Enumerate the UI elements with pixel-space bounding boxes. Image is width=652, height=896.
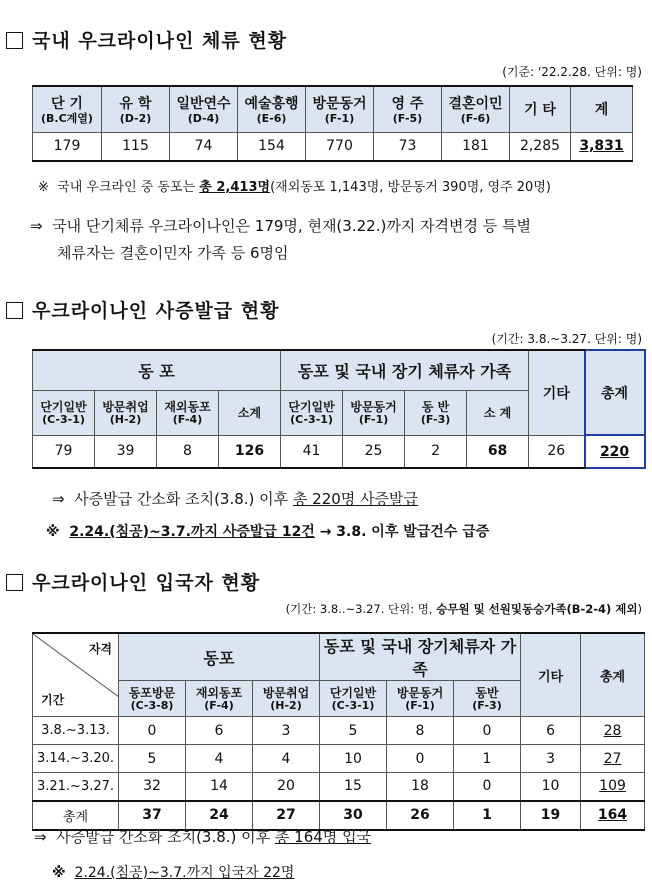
visa-subtotal-cell: 126	[219, 435, 281, 468]
residence-header: 결혼이민 (F-6)	[442, 86, 510, 132]
visa-sub-header: 단기일반 (C-3-1)	[33, 390, 95, 435]
section3-title-text: 우크라이나인 입국자 현황	[32, 572, 261, 594]
section1-note: ※ 국내 우크라인 중 동포는 총 2,413명(재외동포 1,143명, 방문동거 390명, 영주 20명)	[38, 180, 551, 195]
visa-sub-header: 방문취업 (H-2)	[95, 390, 157, 435]
entry-cell: 10	[320, 745, 387, 773]
visa-total-header: 총계	[585, 350, 645, 435]
section2-note: ※ 2.24.(침공)~3.7.까지 사증발급 12건 → 3.8. 이후 발급건수 급증	[46, 524, 490, 540]
checkbox-icon	[6, 32, 23, 49]
section3-meta: (기간: 3.8..~3.27. 단위: 명, 승무원 및 선원및동승가족(B-2-4) 제외)	[285, 602, 642, 616]
section3-title	[6, 568, 260, 595]
table-row	[33, 717, 645, 745]
entry-total-cell: 109	[581, 773, 645, 801]
entry-etc-header: 기타	[521, 633, 581, 717]
entry-cell: 0	[454, 717, 521, 745]
section1-meta: (기준: '22.2.28. 단위: 명)	[502, 65, 642, 79]
entry-group-row	[33, 633, 645, 681]
visa-cell: 2	[405, 435, 467, 468]
entry-corner-top: 자격	[88, 642, 112, 656]
entry-cell: 0	[119, 717, 186, 745]
section2-title-text: 우크라이나인 사증발급 현황	[32, 300, 280, 322]
visa-cell: 41	[281, 435, 343, 468]
entry-cell: 26	[387, 801, 454, 830]
entry-cell: 8	[387, 717, 454, 745]
section1-arrow-line2: 체류자는 결혼이민자 가족 등 6명임	[57, 244, 289, 262]
entry-corner-bottom: 기간	[41, 693, 65, 707]
section1-title	[6, 26, 287, 53]
residence-cell: 181	[442, 132, 510, 161]
entry-cell: 10	[521, 773, 581, 801]
residence-header: 기 타	[510, 86, 571, 132]
entry-cell: 0	[454, 773, 521, 801]
section1-arrow-line1: ⇒ 국내 단기체류 우크라이나인은 179명, 현재(3.22.)까지 자격변경 등 특별	[30, 217, 532, 235]
visa-cell: 8	[157, 435, 219, 468]
entry-total-header: 총계	[581, 633, 645, 717]
checkbox-icon	[6, 302, 23, 319]
section1-title-text: 국내 우크라이나인 체류 현황	[32, 30, 288, 52]
visa-cell: 26	[529, 435, 585, 468]
entry-total-cell: 164	[581, 801, 645, 830]
visa-cell: 79	[33, 435, 95, 468]
entry-cell: 32	[119, 773, 186, 801]
entry-period-cell: 3.8.~3.13.	[33, 717, 119, 745]
residence-value-row	[33, 132, 633, 161]
entry-group-compatriot: 동포	[119, 633, 320, 681]
residence-cell: 115	[102, 132, 170, 161]
residence-cell: 179	[33, 132, 102, 161]
entry-total-cell: 28	[581, 717, 645, 745]
residence-cell: 770	[306, 132, 374, 161]
entry-cell: 6	[186, 717, 253, 745]
entry-cell: 1	[454, 745, 521, 773]
residence-cell: 2,285	[510, 132, 571, 161]
entry-cell: 3	[521, 745, 581, 773]
entry-period-cell: 3.21.~3.27.	[33, 773, 119, 801]
entry-cell: 0	[387, 745, 454, 773]
visa-sub-header: 단기일반 (C-3-1)	[281, 390, 343, 435]
entry-cell: 18	[387, 773, 454, 801]
entry-sub-header: 동포방문 (C-3-8)	[119, 681, 186, 717]
visa-total-cell: 220	[585, 435, 645, 468]
entry-cell: 19	[521, 801, 581, 830]
entry-cell: 24	[186, 801, 253, 830]
entry-sub-header: 동반 (F-3)	[454, 681, 521, 717]
entry-corner-header	[33, 633, 119, 717]
residence-cell: 154	[238, 132, 306, 161]
entry-cell: 15	[320, 773, 387, 801]
section2-title	[6, 296, 279, 323]
entry-sub-header: 재외동포 (F-4)	[186, 681, 253, 717]
entry-table	[32, 632, 645, 831]
residence-header: 계	[571, 86, 633, 132]
visa-group-family: 동포 및 국내 장기 체류자 가족	[281, 350, 529, 390]
residence-header: 방문동거 (F-1)	[306, 86, 374, 132]
entry-cell: 14	[186, 773, 253, 801]
visa-etc-header: 기타	[529, 350, 585, 435]
visa-sub-header: 소 계	[467, 390, 529, 435]
entry-sub-header: 단기일반 (C-3-1)	[320, 681, 387, 717]
visa-sub-header: 소계	[219, 390, 281, 435]
visa-cell: 25	[343, 435, 405, 468]
residence-total-cell: 3,831	[571, 132, 633, 161]
visa-cell: 39	[95, 435, 157, 468]
residence-header: 영 주 (F-5)	[374, 86, 442, 132]
visa-sub-header: 방문동거 (F-1)	[343, 390, 405, 435]
section3-note: ※ 2.24.(침공)~3.7.까지 입국자 22명	[52, 865, 295, 881]
table-row	[33, 773, 645, 801]
entry-cell: 3	[253, 717, 320, 745]
residence-cell: 73	[374, 132, 442, 161]
residence-header-row	[33, 86, 633, 132]
residence-table	[32, 85, 633, 162]
visa-group-row	[33, 350, 645, 390]
visa-value-row	[33, 435, 645, 468]
visa-table	[32, 349, 646, 469]
residence-header: 단 기 (B.C계열)	[33, 86, 102, 132]
entry-cell: 4	[186, 745, 253, 773]
checkbox-icon	[6, 574, 23, 591]
entry-period-cell: 3.14.~3.20.	[33, 745, 119, 773]
section2-arrow-line: ⇒ 사증발급 간소화 조치(3.8.) 이후 총 220명 사증발급	[52, 490, 419, 508]
visa-group-compatriot: 동 포	[33, 350, 281, 390]
entry-cell: 5	[119, 745, 186, 773]
visa-sub-header: 동 반 (F-3)	[405, 390, 467, 435]
residence-header: 예술흥행 (E-6)	[238, 86, 306, 132]
entry-cell: 37	[119, 801, 186, 830]
section2-meta: (기간: 3.8.~3.27. 단위: 명)	[491, 332, 642, 346]
entry-period-cell: 총계	[33, 801, 119, 830]
entry-sub-header: 방문동거 (F-1)	[387, 681, 454, 717]
entry-sub-header: 방문취업 (H-2)	[253, 681, 320, 717]
entry-cell: 6	[521, 717, 581, 745]
entry-cell: 27	[253, 801, 320, 830]
residence-header: 유 학 (D-2)	[102, 86, 170, 132]
entry-cell: 20	[253, 773, 320, 801]
entry-cell: 4	[253, 745, 320, 773]
entry-group-family: 동포 및 국내 장기체류자 가족	[320, 633, 521, 681]
residence-cell: 74	[170, 132, 238, 161]
entry-cell: 5	[320, 717, 387, 745]
section3-arrow-line: ⇒ 사증발급 간소화 조치(3.8.) 이후 총 164명 입국	[34, 828, 372, 846]
entry-cell: 30	[320, 801, 387, 830]
table-row	[33, 745, 645, 773]
entry-total-cell: 27	[581, 745, 645, 773]
visa-subtotal-cell: 68	[467, 435, 529, 468]
visa-sub-header: 재외동포 (F-4)	[157, 390, 219, 435]
entry-cell: 1	[454, 801, 521, 830]
residence-header: 일반연수 (D-4)	[170, 86, 238, 132]
